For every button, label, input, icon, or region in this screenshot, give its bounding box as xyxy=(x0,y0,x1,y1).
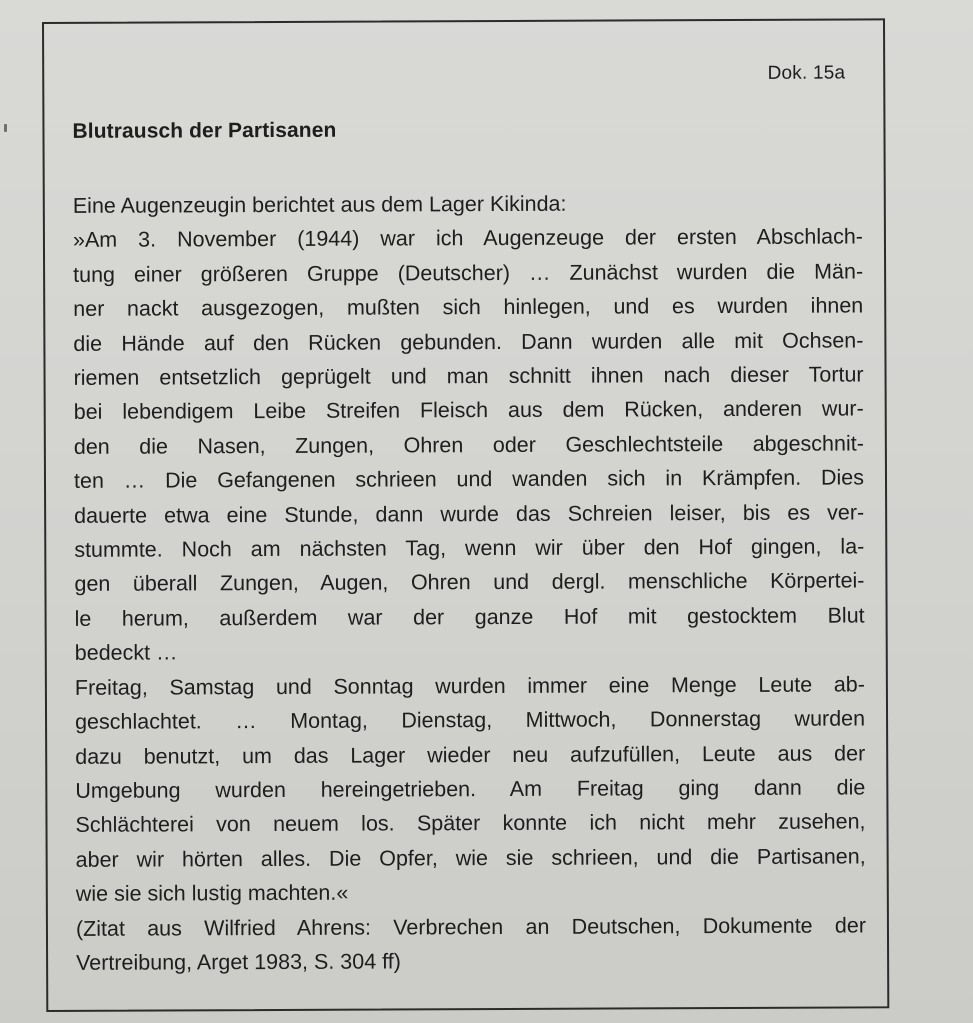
quote-line: ner nackt ausgezogen, mußten sich hinlegen, und es wurden ihnen xyxy=(73,293,864,322)
quote-line: ten … Die Gefangenen schrieen und wanden sich in Krämpfen. Dies xyxy=(73,465,865,494)
quote-line: die Hände auf den Rücken gebunden. Dann wurden alle mit Ochsen- xyxy=(73,328,864,356)
quote-line: den die Nasen, Zungen, Ohren oder Geschlechtsteile abgeschnit- xyxy=(73,431,864,459)
quote-line: bei lebendigem Leibe Streifen Fleisch aus dem Rücken, anderen wur- xyxy=(73,396,864,425)
quote-line: wie sie sich lustig machten.« xyxy=(75,880,349,906)
citation-line: Vertreibung, Arget 1983, S. 304 ff) xyxy=(76,949,401,975)
quote-line: dauerte etwa eine Stunde, dann wurde das Schreien leiser, bis es ver- xyxy=(74,500,865,528)
quote-line: gen überall Zungen, Augen, Ohren und dergl. menschliche Körpertei- xyxy=(74,568,865,597)
quote-line: aber wir hörten alles. Die Opfer, wie sie schrieen, und die Partisanen, xyxy=(75,844,866,872)
citation-line: (Zitat aus Wilfried Ahrens: Verbrechen an Deutschen, Dokumente der xyxy=(75,912,866,941)
quote-line: dazu benutzt, um das Lager wieder neu aufzufüllen, Leute aus der xyxy=(75,740,866,769)
quote-line: stummte. Noch am nächsten Tag, wenn wir über den Hof gingen, la- xyxy=(74,534,865,562)
document-body xyxy=(73,185,866,980)
quote-line: tung einer größeren Gruppe (Deutscher) … Zunächst wurden die Män- xyxy=(73,259,864,287)
document-title: Blutrausch der Partisanen xyxy=(72,118,337,143)
quote-line: »Am 3. November (1944) war ich Augenzeuge der ersten Abschlach- xyxy=(72,224,863,253)
document-frame xyxy=(42,18,889,1012)
quote-line: riemen entsetzlich geprügelt und man schnitt ihnen nach dieser Tortur xyxy=(73,362,864,390)
quote-line: Freitag, Samstag und Sonntag wurden immer eine Menge Leute ab- xyxy=(74,672,865,700)
quote-line: le herum, außerdem war der ganze Hof mit gestocktem Blut xyxy=(74,603,865,631)
quote-line: Umgebung wurden hereingetrieben. Am Freitag ging dann die xyxy=(75,775,866,803)
intro-line: Eine Augenzeugin berichtet aus dem Lager Kikinda: xyxy=(72,191,567,218)
page-margin-mark xyxy=(4,124,7,132)
quote-line: geschlachtet. … Montag, Dienstag, Mittwoch, Donnerstag wurden xyxy=(75,706,866,734)
quote-line: Schlächterei von neuem los. Später konnte ich nicht mehr zusehen, xyxy=(75,809,866,838)
document-reference: Dok. 15a xyxy=(767,62,846,84)
quote-line: bedeckt … xyxy=(74,640,178,666)
